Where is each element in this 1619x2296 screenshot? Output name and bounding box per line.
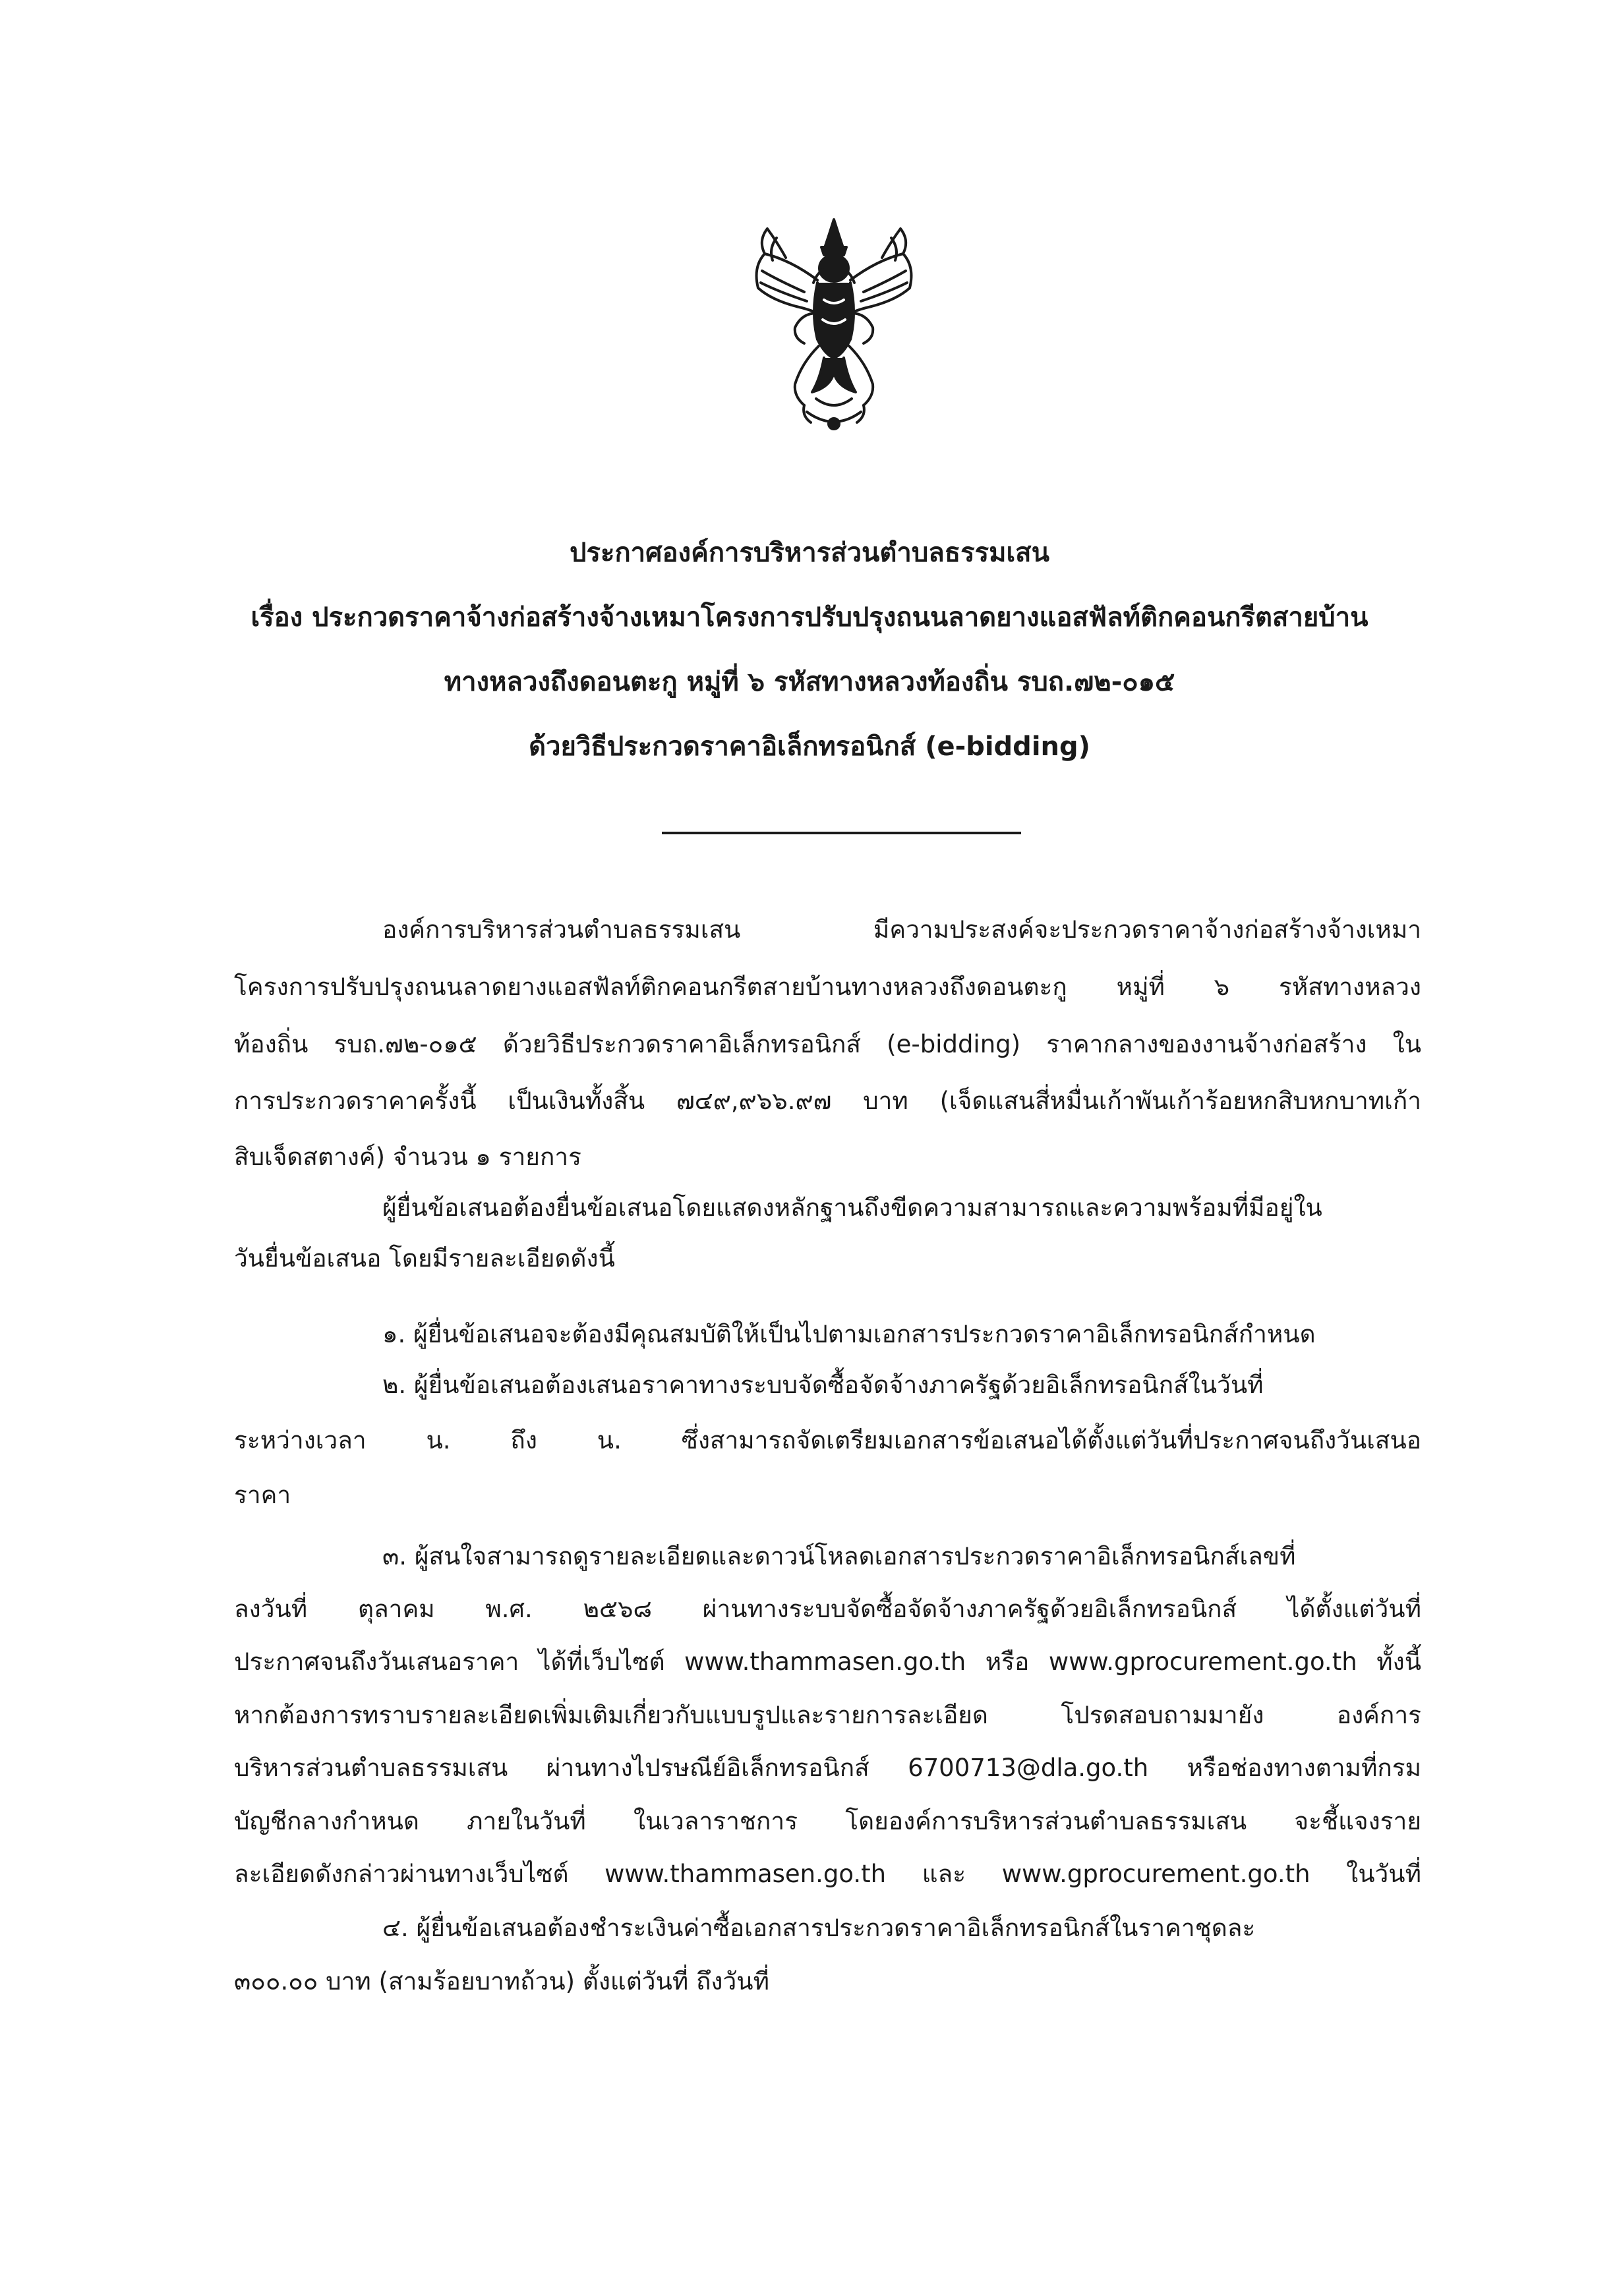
header-line: เรื่อง ประกวดราคาจ้างก่อสร้างจ้างเหมาโครงการปรับปรุงถนนลาดยางแอสฟัลท์ติกคอนกรีตสายบ้าน — [250, 602, 1369, 633]
body-line: ๒. ผู้ยื่นข้อเสนอต้องเสนอราคาทางระบบจัดซื้อจัดจ้างภาครัฐด้วยอิเล็กทรอนิกส์ในวันที่ — [382, 1371, 1264, 1399]
header-divider — [662, 832, 1021, 834]
body-line: บัญชีกลางกำหนด ภายในวันที่ ในเวลาราชการ โดยองค์การบริหารส่วนตำบลธรรมเสน จะชี้แจงราย — [234, 1807, 1421, 1835]
body-line: หากต้องการทราบรายละเอียดเพิ่มเติมเกี่ยวกับแบบรูปและรายการละเอียด โปรดสอบถามมายัง องค์การ — [234, 1701, 1421, 1729]
body-line: ราคา — [234, 1481, 291, 1509]
body-line: บริหารส่วนตำบลธรรมเสน ผ่านทางไปรษณีย์อิเล็กทรอนิกส์ 6700713@dla.go.th หรือช่องทางตามที่กรม — [234, 1754, 1421, 1782]
header-line: ด้วยวิธีประกวดราคาอิเล็กทรอนิกส์ (e-bidding) — [529, 732, 1090, 762]
body-line: ท้องถิ่น รบถ.๗๒-๐๑๕ ด้วยวิธีประกวดราคาอิเล็กทรอนิกส์ (e-bidding) ราคากลางของงานจ้างก่อสร้าง ใน — [234, 1030, 1421, 1058]
header-line: ประกาศองค์การบริหารส่วนตำบลธรรมเสน — [570, 538, 1049, 568]
body-line: ลงวันที่ ตุลาคม พ.ศ. ๒๕๖๘ ผ่านทางระบบจัดซื้อจัดจ้างภาครัฐด้วยอิเล็กทรอนิกส์ ได้ตั้งแต่วันที่ — [234, 1595, 1421, 1623]
header-line: ทางหลวงถึงดอนตะกู หมู่ที่ ๖ รหัสทางหลวงท้องถิ่น รบถ.๗๒-๐๑๕ — [444, 667, 1175, 697]
body-line: โครงการปรับปรุงถนนลาดยางแอสฟัลท์ติกคอนกรีตสายบ้านทางหลวงถึงดอนตะกู หมู่ที่ ๖ รหัสทางหลวง — [234, 973, 1421, 1001]
body-line: ผู้ยื่นข้อเสนอต้องยื่นข้อเสนอโดยแสดงหลักฐานถึงขีดความสามารถและความพร้อมที่มีอยู่ใน — [382, 1193, 1322, 1222]
body-line: องค์การบริหารส่วนตำบลธรรมเสน มีความประสงค์จะประกวดราคาจ้างก่อสร้างจ้างเหมา — [382, 915, 1421, 944]
garuda-emblem — [738, 214, 929, 438]
body-line: ๔. ผู้ยื่นข้อเสนอต้องชำระเงินค่าซื้อเอกสารประกวดราคาอิเล็กทรอนิกส์ในราคาชุดละ — [382, 1914, 1256, 1942]
body-line: ๓๐๐.๐๐ บาท (สามร้อยบาทถ้วน) ตั้งแต่วันที่ ถึงวันที่ — [234, 1967, 769, 1995]
announcement-header — [198, 521, 1421, 779]
body-line: ๓. ผู้สนใจสามารถดูรายละเอียดและดาวน์โหลดเอกสารประกวดราคาอิเล็กทรอนิกส์เลขที่ — [382, 1542, 1296, 1570]
body-line: ระหว่างเวลา น. ถึง น. ซึ่งสามารถจัดเตรียมเอกสารข้อเสนอได้ตั้งแต่วันที่ประกาศจนถึงวันเสนอ — [234, 1426, 1421, 1454]
body-line: ละเอียดดังกล่าวผ่านทางเว็บไซต์ www.thammasen.go.th และ www.gprocurement.go.th ในวันที่ — [234, 1860, 1421, 1888]
body-line: สิบเจ็ดสตางค์) จำนวน ๑ รายการ — [234, 1143, 582, 1171]
body-line: การประกวดราคาครั้งนี้ เป็นเงินทั้งสิ้น ๗๔๙,๙๖๖.๙๗ บาท (เจ็ดแสนสี่หมื่นเก้าพันเก้าร้อยหกสิบหกบาทเก้า — [234, 1087, 1421, 1115]
body-line: ประกาศจนถึงวันเสนอราคา ได้ที่เว็บไซต์ www.thammasen.go.th หรือ www.gprocurement.go.th ทั้งนี้ — [234, 1648, 1421, 1676]
body-line: ๑. ผู้ยื่นข้อเสนอจะต้องมีคุณสมบัติให้เป็นไปตามเอกสารประกวดราคาอิเล็กทรอนิกส์กำหนด — [382, 1320, 1316, 1348]
body-line: วันยื่นข้อเสนอ โดยมีรายละเอียดดังนี้ — [234, 1244, 615, 1273]
